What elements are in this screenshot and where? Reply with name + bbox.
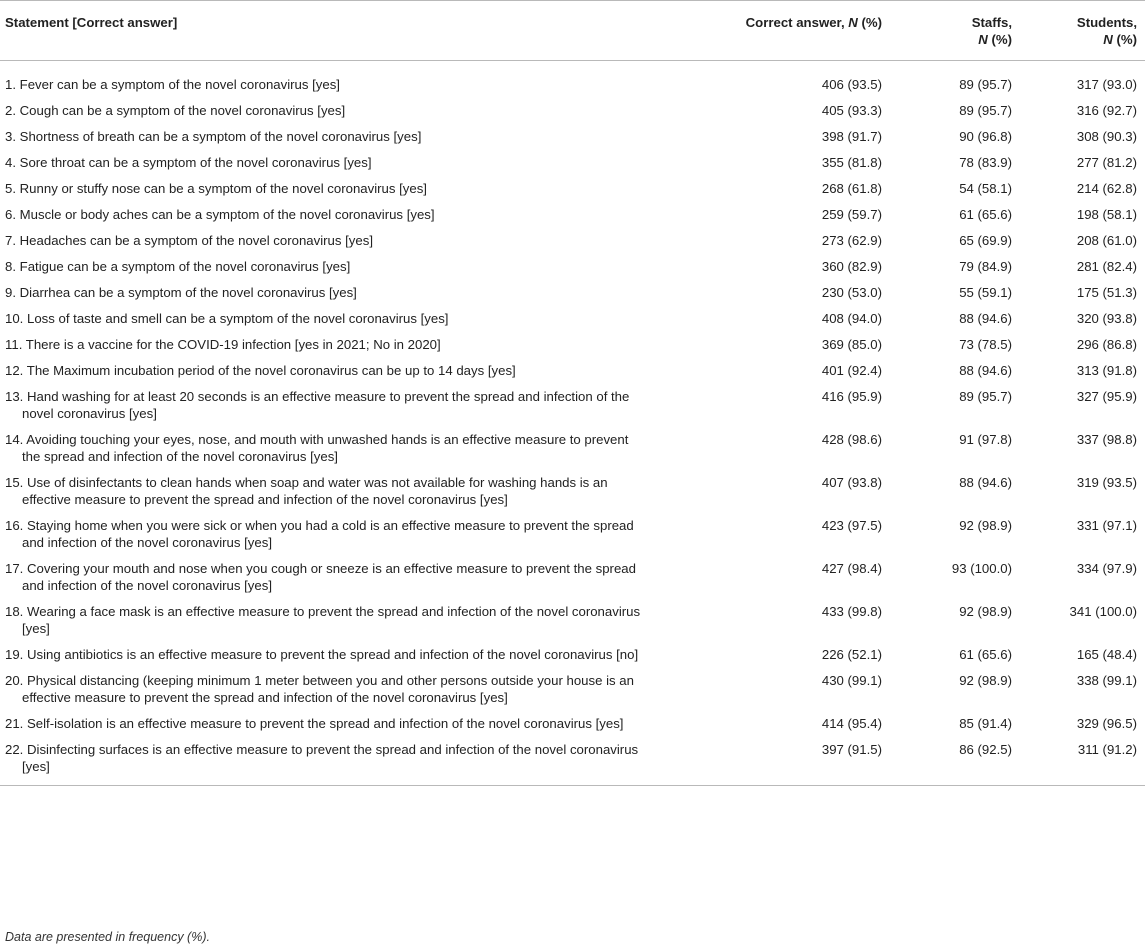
header-correct-answer (650, 1, 890, 61)
statement-text: 5. Runny or stuffy nose can be a symptom of the novel coronavirus [yes] (5, 181, 427, 196)
cell-statement (0, 306, 650, 332)
cell-staffs: 78 (83.9) (959, 155, 1012, 170)
cell-students: 198 (58.1) (1076, 207, 1137, 222)
cell-statement (0, 668, 650, 711)
cell-students: 329 (96.5) (1076, 716, 1137, 731)
cell-students: 281 (82.4) (1076, 259, 1137, 274)
table-row (0, 254, 1145, 280)
cell-correct-answer: 427 (98.4) (821, 561, 882, 576)
cell-staffs: 89 (95.7) (959, 103, 1012, 118)
table-row (0, 470, 1145, 513)
cell-statement (0, 332, 650, 358)
cell-staffs: 90 (96.8) (959, 129, 1012, 144)
cell-correct-answer: 416 (95.9) (821, 389, 882, 404)
cell-students: 308 (90.3) (1076, 129, 1137, 144)
cell-correct-answer: 259 (59.7) (821, 207, 882, 222)
cell-students: 320 (93.8) (1076, 311, 1137, 326)
cell-staffs: 88 (94.6) (959, 311, 1012, 326)
table-row (0, 280, 1145, 306)
cell-staffs: 73 (78.5) (959, 337, 1012, 352)
cell-correct-answer: 428 (98.6) (821, 432, 882, 447)
header-correct-pct: (%) (861, 15, 882, 30)
cell-staffs: 61 (65.6) (959, 207, 1012, 222)
cell-students: 341 (100.0) (1069, 604, 1137, 619)
cell-correct-answer: 268 (61.8) (821, 181, 882, 196)
header-students (1020, 1, 1145, 61)
cell-statement (0, 599, 650, 642)
cell-students: 313 (91.8) (1076, 363, 1137, 378)
cell-staffs: 88 (94.6) (959, 363, 1012, 378)
header-statement-label: Statement [Correct answer] (5, 15, 178, 30)
statement-text: 14. Avoiding touching your eyes, nose, and mouth with unwashed hands is an effective measure to prevent the spread and infection of the novel coronavirus [yes] (5, 432, 629, 464)
cell-staffs: 54 (58.1) (959, 181, 1012, 196)
table-row (0, 332, 1145, 358)
cell-staffs: 65 (69.9) (959, 233, 1012, 248)
cell-correct-answer: 430 (99.1) (821, 673, 882, 688)
cell-statement (0, 711, 650, 737)
cell-statement (0, 513, 650, 556)
table-row (0, 668, 1145, 711)
header-staffs-unit (898, 31, 1012, 48)
cell-correct-answer: 407 (93.8) (821, 475, 882, 490)
cell-statement (0, 61, 650, 99)
cell-students: 317 (93.0) (1076, 77, 1137, 92)
cell-staffs: 92 (98.9) (959, 673, 1012, 688)
statement-text: 7. Headaches can be a symptom of the novel coronavirus [yes] (5, 233, 373, 248)
cell-correct-answer: 401 (92.4) (821, 363, 882, 378)
statement-text: 1. Fever can be a symptom of the novel coronavirus [yes] (5, 77, 340, 92)
cell-statement (0, 254, 650, 280)
cell-correct-answer: 406 (93.5) (821, 77, 882, 92)
table-footnote: Data are presented in frequency (%). (5, 930, 210, 944)
cell-statement (0, 176, 650, 202)
cell-correct-answer: 360 (82.9) (821, 259, 882, 274)
cell-students: 165 (48.4) (1076, 647, 1137, 662)
cell-statement (0, 737, 650, 786)
cell-correct-answer: 433 (99.8) (821, 604, 882, 619)
statement-text: 8. Fatigue can be a symptom of the novel coronavirus [yes] (5, 259, 351, 274)
header-students-n: N (1103, 32, 1113, 47)
header-correct-n: N (848, 15, 858, 30)
cell-students: 331 (97.1) (1076, 518, 1137, 533)
table-row (0, 384, 1145, 427)
table-row (0, 176, 1145, 202)
statement-text: 9. Diarrhea can be a symptom of the novel coronavirus [yes] (5, 285, 357, 300)
cell-correct-answer: 408 (94.0) (821, 311, 882, 326)
cell-students: 338 (99.1) (1076, 673, 1137, 688)
cell-statement (0, 228, 650, 254)
cell-staffs: 92 (98.9) (959, 518, 1012, 533)
cell-correct-answer: 423 (97.5) (821, 518, 882, 533)
statement-text: 22. Disinfecting surfaces is an effective measure to prevent the spread and infection of the novel coronavirus [yes] (5, 742, 639, 774)
statement-text: 11. There is a vaccine for the COVID-19 infection [yes in 2021; No in 2020] (5, 337, 441, 352)
cell-correct-answer: 398 (91.7) (821, 129, 882, 144)
table-header (0, 1, 1145, 61)
cell-staffs: 92 (98.9) (959, 604, 1012, 619)
cell-correct-answer: 369 (85.0) (821, 337, 882, 352)
cell-students: 334 (97.9) (1076, 561, 1137, 576)
cell-staffs: 79 (84.9) (959, 259, 1012, 274)
cell-students: 277 (81.2) (1076, 155, 1137, 170)
table-row (0, 711, 1145, 737)
cell-staffs: 89 (95.7) (959, 389, 1012, 404)
table-row (0, 642, 1145, 668)
cell-statement (0, 124, 650, 150)
cell-students: 316 (92.7) (1076, 103, 1137, 118)
cell-staffs: 91 (97.8) (959, 432, 1012, 447)
cell-staffs: 55 (59.1) (959, 285, 1012, 300)
table-row (0, 358, 1145, 384)
statement-text: 4. Sore throat can be a symptom of the novel coronavirus [yes] (5, 155, 372, 170)
cell-statement (0, 202, 650, 228)
header-correct-label: Correct answer, (745, 15, 845, 30)
table-row (0, 599, 1145, 642)
statement-text: 18. Wearing a face mask is an effective measure to prevent the spread and infection of the novel coronavirus [yes] (5, 604, 641, 636)
cell-staffs: 86 (92.5) (890, 737, 1020, 786)
cell-statement (0, 384, 650, 427)
header-staffs-pct: (%) (991, 32, 1012, 47)
cell-statement (0, 280, 650, 306)
header-staffs-n: N (978, 32, 988, 47)
cell-correct-answer: 226 (52.1) (821, 647, 882, 662)
table-row (0, 556, 1145, 599)
cell-correct-answer: 230 (53.0) (821, 285, 882, 300)
statement-text: 16. Staying home when you were sick or when you had a cold is an effective measure to prevent the spread and infection of the novel coronavirus [yes] (5, 518, 634, 550)
header-students-unit (1028, 31, 1137, 48)
table-row (0, 228, 1145, 254)
statement-text: 15. Use of disinfectants to clean hands when soap and water was not available for washing hands is an effective measure to prevent the spread and infection of the novel coronavirus [yes] (5, 475, 608, 507)
cell-students: 337 (98.8) (1076, 432, 1137, 447)
table-row (0, 98, 1145, 124)
table-row (0, 61, 1145, 99)
table-row (0, 737, 1145, 786)
table-row (0, 202, 1145, 228)
header-staffs-label: Staffs, (971, 15, 1012, 30)
cell-correct-answer: 397 (91.5) (650, 737, 890, 786)
cell-correct-answer: 273 (62.9) (821, 233, 882, 248)
cell-students: 214 (62.8) (1076, 181, 1137, 196)
header-row (0, 1, 1145, 61)
cell-students: 319 (93.5) (1076, 475, 1137, 490)
statement-text: 10. Loss of taste and smell can be a symptom of the novel coronavirus [yes] (5, 311, 449, 326)
cell-statement (0, 150, 650, 176)
cell-students: 327 (95.9) (1076, 389, 1137, 404)
cell-correct-answer: 355 (81.8) (821, 155, 882, 170)
cell-students: 208 (61.0) (1076, 233, 1137, 248)
table-row (0, 306, 1145, 332)
table-row (0, 150, 1145, 176)
cell-students: 311 (91.2) (1020, 737, 1145, 786)
header-statement (0, 1, 650, 61)
cell-statement (0, 556, 650, 599)
table-row (0, 513, 1145, 556)
table-body (0, 61, 1145, 786)
cell-statement (0, 98, 650, 124)
cell-students: 175 (51.3) (1076, 285, 1137, 300)
statement-text: 21. Self-isolation is an effective measure to prevent the spread and infection of the novel coronavirus [yes] (5, 716, 624, 731)
cell-staffs: 85 (91.4) (959, 716, 1012, 731)
cell-staffs: 89 (95.7) (959, 77, 1012, 92)
cell-students: 296 (86.8) (1076, 337, 1137, 352)
statement-text: 17. Covering your mouth and nose when you cough or sneeze is an effective measure to prevent the spread and infection of the novel coronavirus [yes] (5, 561, 636, 593)
cell-correct-answer: 414 (95.4) (821, 716, 882, 731)
statement-text: 3. Shortness of breath can be a symptom of the novel coronavirus [yes] (5, 129, 422, 144)
cell-staffs: 93 (100.0) (951, 561, 1012, 576)
cell-correct-answer: 405 (93.3) (821, 103, 882, 118)
cell-statement (0, 358, 650, 384)
header-students-label: Students, (1076, 15, 1137, 30)
statement-text: 20. Physical distancing (keeping minimum 1 meter between you and other persons outside your house is an effective measure to prevent the spread and infection of the novel coronavirus [yes] (5, 673, 634, 705)
cell-statement (0, 427, 650, 470)
table-row (0, 124, 1145, 150)
header-staffs (890, 1, 1020, 61)
cell-staffs: 61 (65.6) (959, 647, 1012, 662)
statement-text: 12. The Maximum incubation period of the novel coronavirus can be up to 14 days [yes] (5, 363, 516, 378)
table-row (0, 427, 1145, 470)
cell-staffs: 88 (94.6) (959, 475, 1012, 490)
statement-text: 6. Muscle or body aches can be a symptom of the novel coronavirus [yes] (5, 207, 435, 222)
cell-statement (0, 470, 650, 513)
header-students-pct: (%) (1116, 32, 1137, 47)
statement-text: 19. Using antibiotics is an effective measure to prevent the spread and infection of the novel coronavirus [no] (5, 647, 639, 662)
statement-text: 13. Hand washing for at least 20 seconds is an effective measure to prevent the spread and infection of the novel coronavirus [yes] (5, 389, 630, 421)
cell-statement (0, 642, 650, 668)
statement-text: 2. Cough can be a symptom of the novel coronavirus [yes] (5, 103, 346, 118)
